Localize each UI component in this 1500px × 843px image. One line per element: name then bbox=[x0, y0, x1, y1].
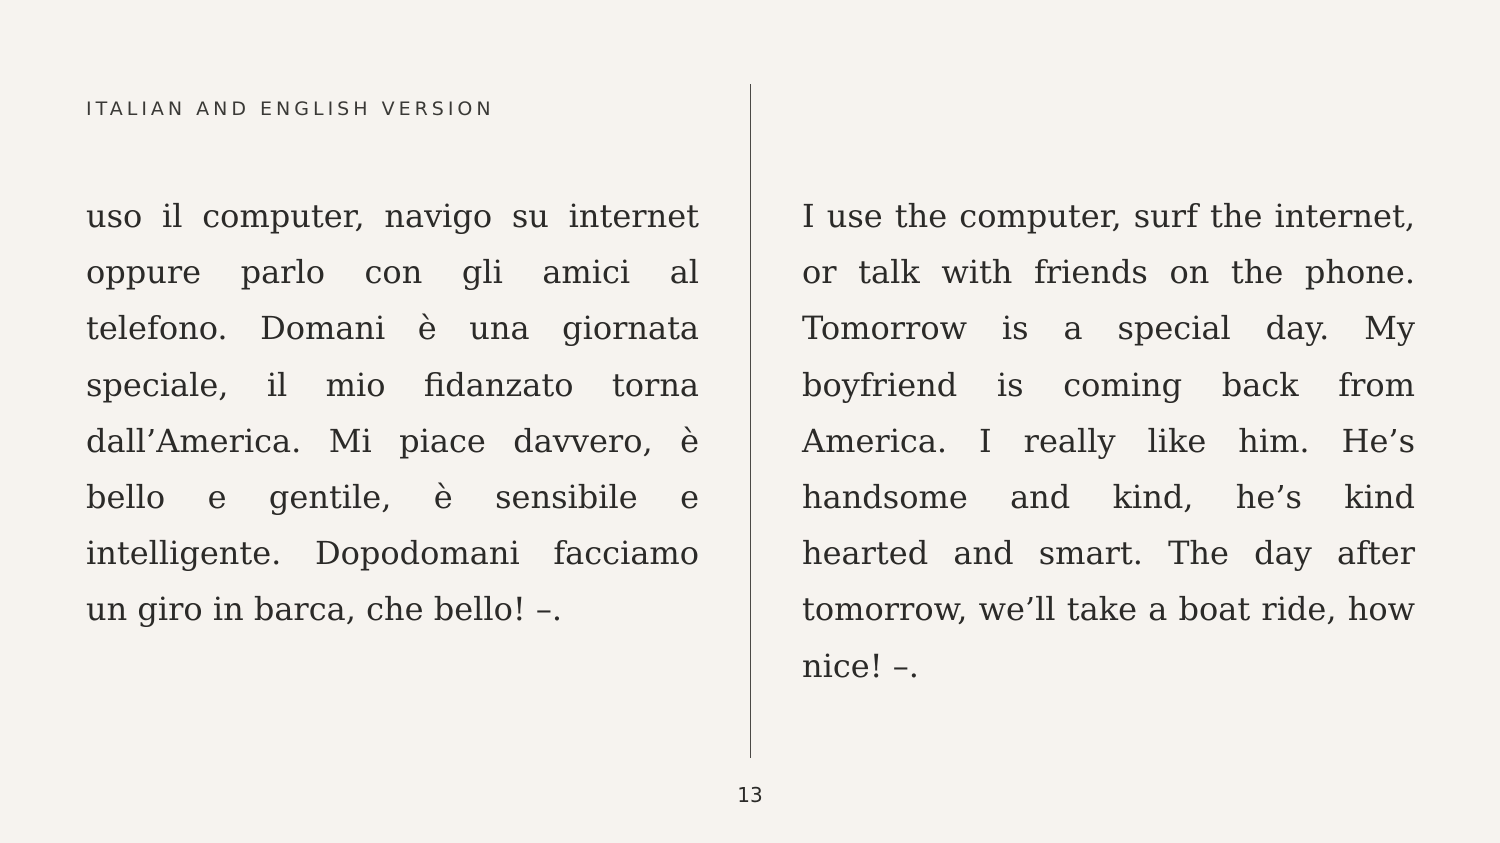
column-divider bbox=[750, 84, 751, 758]
page-number: 13 bbox=[737, 783, 763, 807]
english-text-column: I use the computer, surf the internet, or talk with friends on the phone. Tomorrow is a special day. My boyfriend is coming back from America. I really like him. He’s handsome and kind, he’s kind hearted and smart. The day after tomorrow, we’ll take a boat ride, how nice! –. bbox=[802, 197, 1415, 685]
section-header: ITALIAN AND ENGLISH VERSION bbox=[86, 98, 495, 120]
italian-text-column: uso il computer, navigo su internet oppure parlo con gli amici al telefono. Domani è una giornata speciale, il mio fidanzato torna dall’America. Mi piace davvero, è bello e gentile, è sensibile e intelligente. Dopodomani facciamo un giro in barca, che bello! –. bbox=[86, 197, 699, 629]
